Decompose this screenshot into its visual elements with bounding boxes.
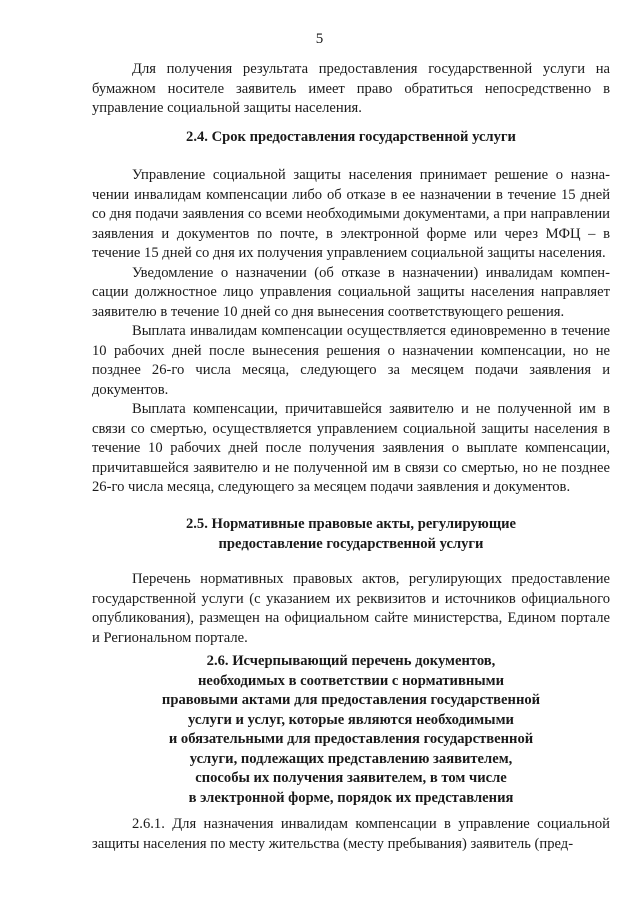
section-2-6-body xyxy=(92,815,610,854)
intro-section xyxy=(92,60,610,119)
section-2-4-heading: 2.4. Срок предоставления государственной услуги xyxy=(186,129,516,145)
paragraph: Уведомление о назначении (об отказе в назначении) инвалидам компенсации должностное лицо управления социальной защиты населения направляет заявителю в течение 10 дней со дня вынесения соответствующего решения. xyxy=(92,264,610,320)
paragraph: Выплата компенсации, причитавшейся заявителю и не полученной им в связи со смертью, осуществляется управлением социальной защиты населения в течение 10 рабочих дней после получения заявления о выплате компенсации, причитавшейся заявителю и не полученной им в связи со смертью, но не позднее 26-го числа месяца, следующего за месяцем подачи заявления и документов. xyxy=(92,401,610,495)
intro-paragraph: Для получения результата предоставления государственной услуги на бумажном носителе заявитель имеет право обратиться непосредственно в управление социальной защиты населения. xyxy=(92,61,610,116)
paragraph: Выплата инвалидам компенсации осуществляется единовременно в течение 10 рабочих дней после вынесения решения о назначении компенсации, но не позднее 26-го числа месяца, следующего за месяцем подачи заявления и документов. xyxy=(92,323,610,398)
paragraph: 2.6.1. Для назначения инвалидам компенсации в управление социальной защиты населения по месту жительства (месту пребывания) заявитель (пред- xyxy=(92,816,610,852)
page-number: 5 xyxy=(315,31,324,47)
paragraph: Управление социальной защиты населения принимает решение о назначении инвалидам компенсации либо об отказе в ее назначении в течение 15 дней со дня подачи заявления со всеми необходимыми документами, а при направлении заявления и документов по почте, в электронной форме или через МФЦ – в течение 15 дней со дня их получения управлением социальной защиты населения. xyxy=(92,167,610,261)
section-2-4-body xyxy=(92,166,610,498)
paragraph: Перечень нормативных правовых актов, регулирующих предоставление государственной услуги (с указанием их реквизитов и источников официального опубликования), размещен на официальном сайте министерства, Едином портале и Региональном портале. xyxy=(92,571,610,646)
section-2-6-heading: 2.6. Исчерпывающий перечень документов, необходимых в соответствии с нормативными правовыми актами для предоставления государственной услуги и услуг, которые являются необходимыми и обязательными для предоставления государственной услуги, подлежащих представлению заявителем, способы их получения заявителем, в том числе в электронной форме, порядок их представления xyxy=(161,653,541,806)
section-2-5-body xyxy=(92,570,610,648)
section-2-5-heading: 2.5. Нормативные правовые акты, регулирующие предоставление государственной услуги xyxy=(185,516,517,552)
